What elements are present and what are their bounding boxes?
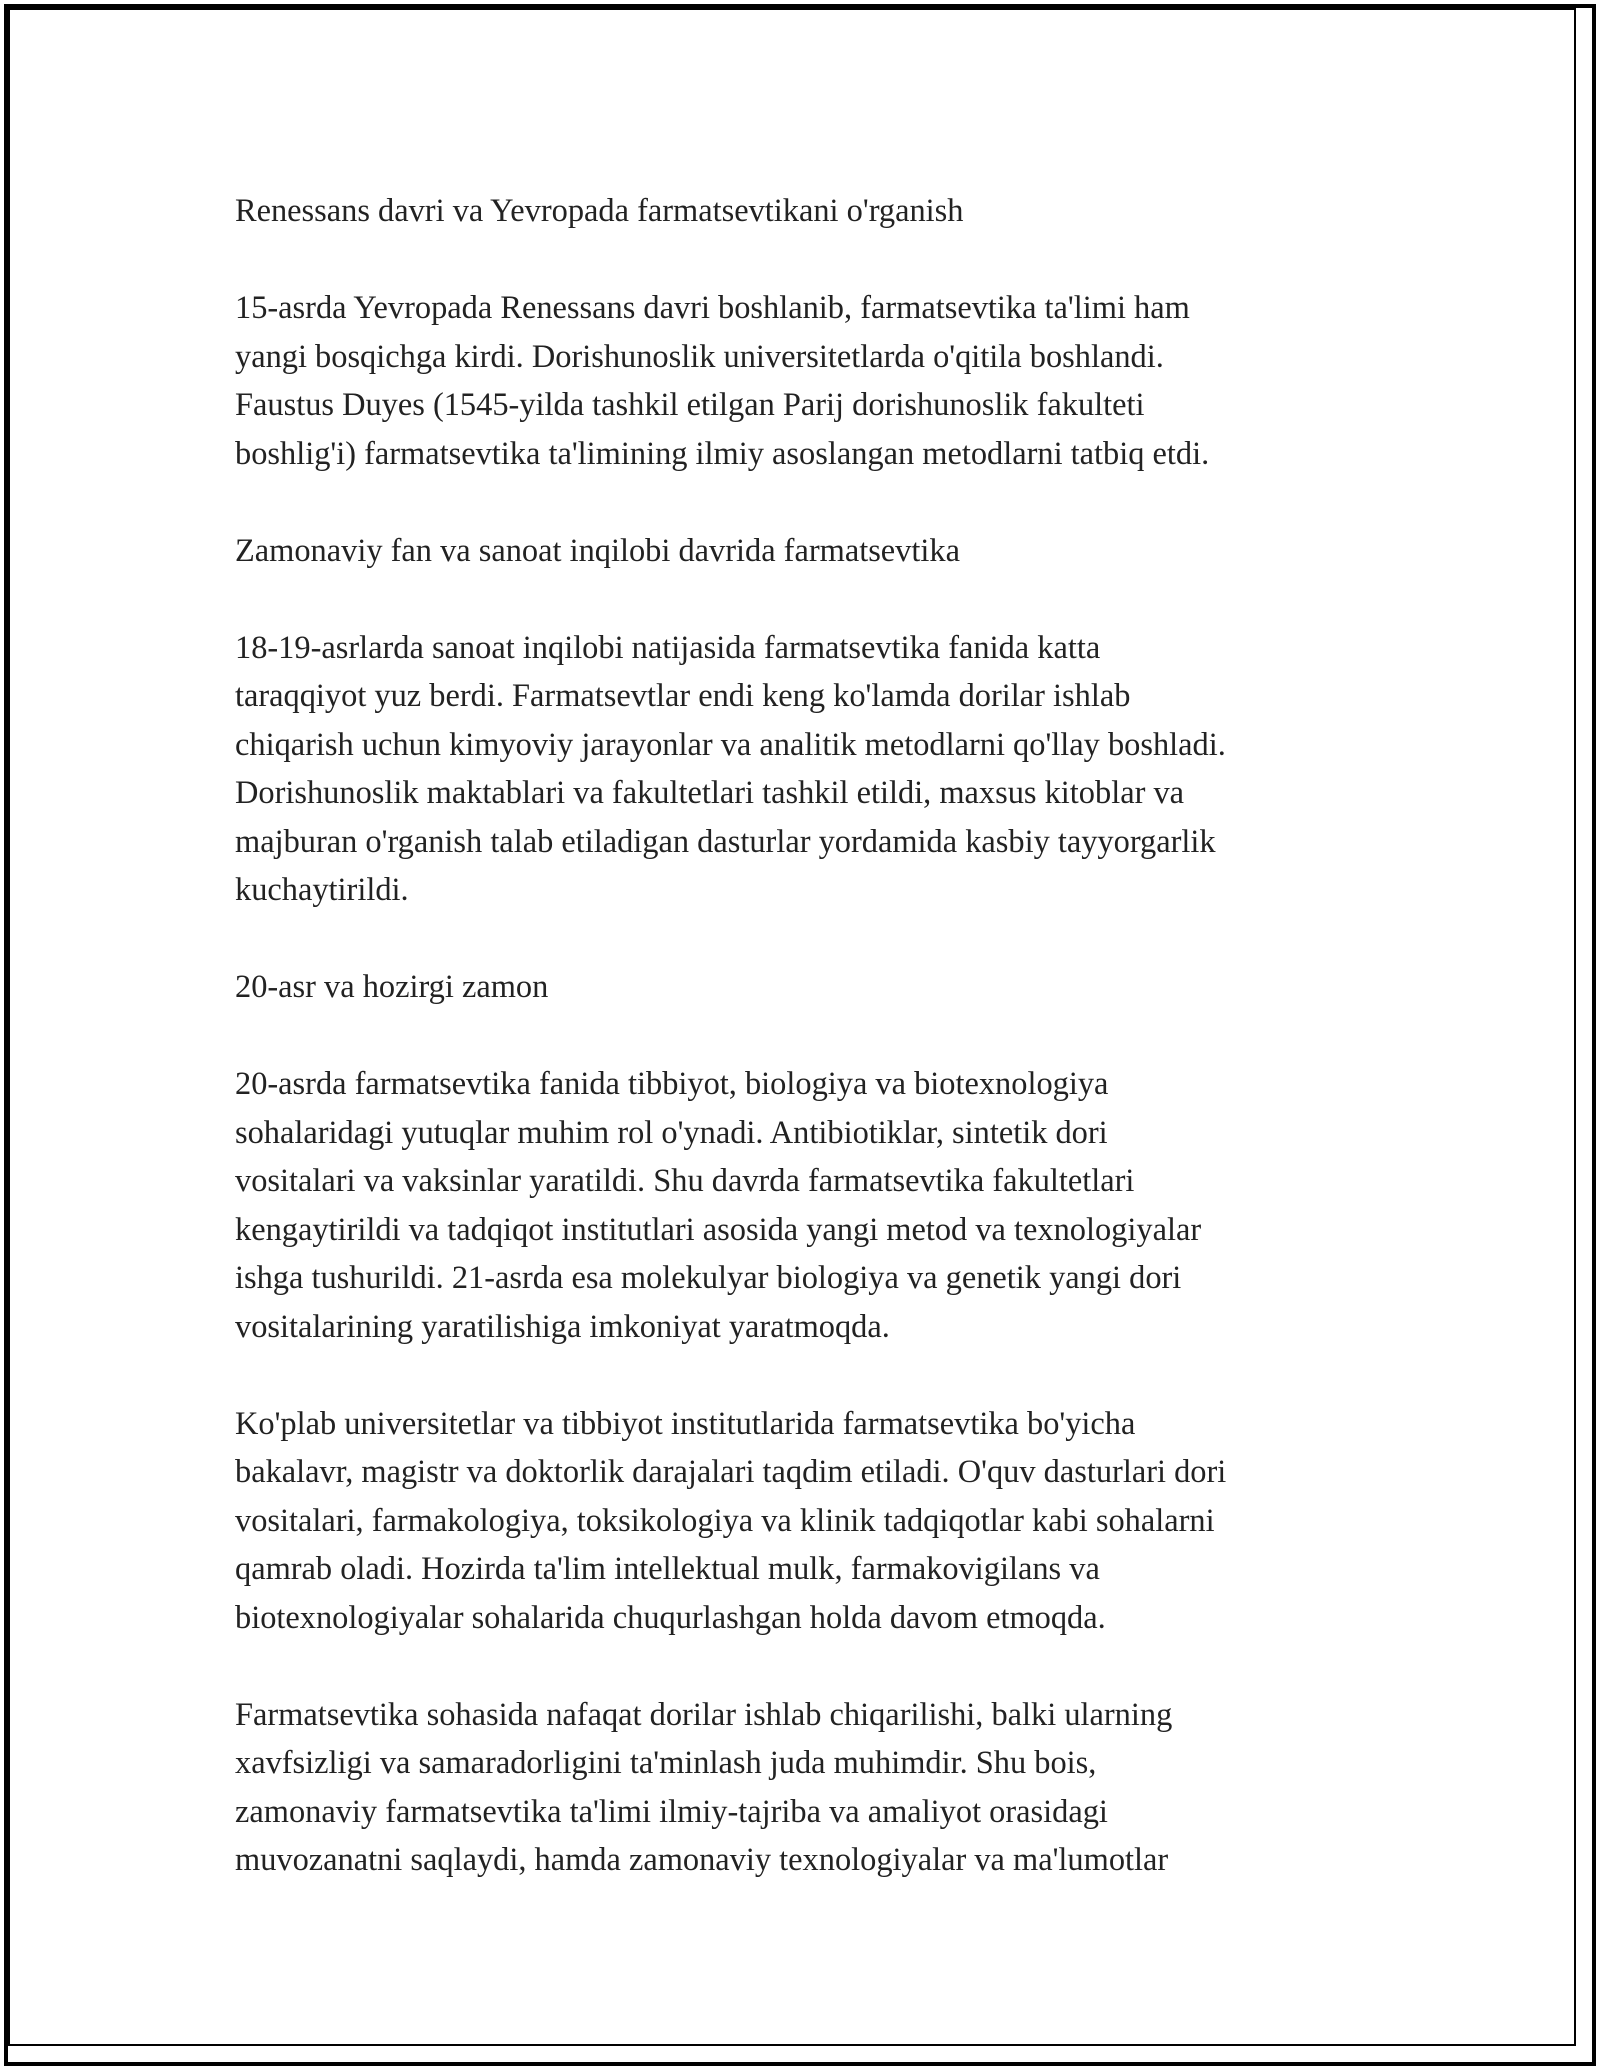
document-body [235, 187, 1385, 1933]
text-line: qamrab oladi. Hozirda ta'lim intellektual mulk, farmakovigilans va [235, 1551, 1100, 1587]
text-line: kuchaytirildi. [235, 872, 409, 908]
text-line: vositalari va vaksinlar yaratildi. Shu davrda farmatsevtika fakultetlari [235, 1163, 1135, 1199]
paragraph-safety [235, 1691, 1385, 1885]
text-line: yangi bosqichga kirdi. Dorishunoslik universitetlarda o'qitila boshlandi. [235, 338, 1164, 375]
text-line: kengaytirildi va tadqiqot institutlari asosida yangi metod va texnologiyalar [235, 1211, 1202, 1248]
text-line: taraqqiyot yuz berdi. Farmatsevtlar endi keng ko'lamda dorilar ishlab [235, 678, 1131, 714]
text-line: majburan o'rganish talab etiladigan dasturlar yordamida kasbiy tayyorgarlik [235, 823, 1216, 860]
paragraph-renaissance [235, 284, 1385, 478]
text-line: vositalarining yaratilishiga imkoniyat yaratmoqda. [235, 1308, 890, 1345]
text-line: Ko'plab universitetlar va tibbiyot institutlarida farmatsevtika bo'yicha [235, 1405, 1136, 1442]
section-heading-industrial-revolution: Zamonaviy fan va sanoat inqilobi davrida farmatsevtika [235, 532, 960, 569]
text-line: chiqarish uchun kimyoviy jarayonlar va analitik metodlarni qo'llay boshladi. [235, 726, 1226, 763]
text-line: boshlig'i) farmatsevtika ta'limining ilmiy asoslangan metodlarni tatbiq etdi. [235, 435, 1210, 472]
text-line: 20-asrda farmatsevtika fanida tibbiyot, biologiya va biotexnologiya [235, 1066, 1109, 1102]
text-line: bakalavr, magistr va doktorlik darajalari taqdim etiladi. O'quv dasturlari dori [235, 1454, 1227, 1490]
section-heading-modern-era: 20-asr va hozirgi zamon [235, 969, 549, 1005]
text-line: sohalaridagi yutuqlar muhim rol o'ynadi. Antibiotiklar, sintetik dori [235, 1114, 1108, 1151]
text-line: 18-19-asrlarda sanoat inqilobi natijasida farmatsevtika fanida katta [235, 629, 1101, 666]
text-line: vositalari, farmakologiya, toksikologiya va klinik tadqiqotlar kabi sohalarni [235, 1502, 1215, 1539]
text-line: biotexnologiyalar sohalarida chuqurlashgan holda davom etmoqda. [235, 1599, 1106, 1636]
text-line: muvozanatni saqlaydi, hamda zamonaviy texnologiyalar va ma'lumotlar [235, 1842, 1169, 1878]
text-line: xavfsizligi va samaradorligini ta'minlash juda muhimdir. Shu bois, [235, 1745, 1097, 1781]
text-line: Farmatsevtika sohasida nafaqat dorilar ishlab chiqarilishi, balki ularning [235, 1696, 1173, 1733]
paragraph-20th-century [235, 1060, 1385, 1351]
text-line: Dorishunoslik maktablari va fakultetlari tashkil etildi, maxsus kitoblar va [235, 775, 1185, 811]
section-heading-renaissance: Renessans davri va Yevropada farmatsevtikani o'rganish [235, 193, 964, 229]
text-line: zamonaviy farmatsevtika ta'limi ilmiy-tajriba va amaliyot orasidagi [235, 1793, 1108, 1830]
text-line: Faustus Duyes (1545-yilda tashkil etilgan Parij dorishunoslik fakulteti [235, 387, 1145, 423]
paragraph-universities [235, 1400, 1385, 1643]
paragraph-industrial-revolution [235, 624, 1385, 915]
text-line: ishga tushurildi. 21-asrda esa molekulyar biologiya va genetik yangi dori [235, 1260, 1182, 1296]
text-line: 15-asrda Yevropada Renessans davri boshlanib, farmatsevtika ta'limi ham [235, 290, 1190, 326]
